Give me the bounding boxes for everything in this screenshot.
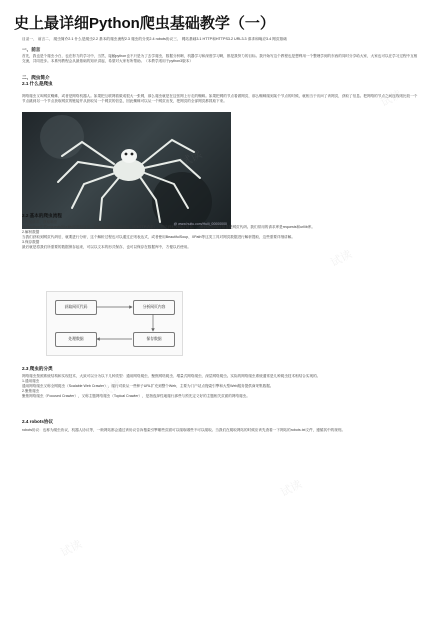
section-text-intro: 首先，我也是个爬虫小白，也在努力的学习中，当然，接触python也不只是为了去学爬虫，数据分析啊，机器学习和深度学习啊，都是我努力的目标。我开始写这个教程也是想利用一个整理学到的东西的同时分享给大家，大家也可以在学习过程中互相交流，共同进步。本系列教程会从最基础的知识讲起，希望对大家有所帮助。（本教学适用于python3版本） [22,54,418,64]
diagram-node-process: 处理数据 [55,332,97,347]
table-of-contents: 目录一、 前言二、 爬虫简介2.1 什么是爬虫2.2 基本的爬虫流程2.3 爬虫的分类2.4 robots协议三、 网站基础3.1 HTTP和HTTPS3.2 URL3.3 请求和响应3.4 网页基础 [22,37,287,41]
subsection-heading-crawler-types: 2.3 爬虫的分类 [22,366,53,371]
watermark: 试读 [328,248,354,270]
diagram-node-analyze: 分析网页内容 [133,300,175,315]
watermark: 试读 [98,378,124,400]
diagram-arrows [47,292,182,355]
watermark: 试读 [58,538,84,560]
watermark: 试读 [278,478,304,500]
crawler-definition-text: 网络爬虫又叫网页蜘蛛，或者是网络机器人。如果把互联网看做成很大一张网，那么爬虫就是在这张网上行走的蜘蛛。如果把网的节点看做网页，那么蜘蛛爬到某个节点的时候，就相当于访问了该网页，获取了信息。把网络的节点之间连线则比较一个节点跳到另一个节点获取网页的链接并从获取另一个网页的信息，因此蜘蛛可以从一个网页出发，把网页的全部网页都抓取下来。 [22,94,418,104]
subsection-heading-robots: 2.4 robots协议 [22,419,54,424]
spider-image [22,112,231,229]
watermark: 试读 [378,88,404,110]
diagram-node-fetch: 获取网页代码 [55,300,97,315]
subsection-text-crawler-types: 网络爬虫按照系统结构和实现技术，大致可以分为以下几种类型：通用网络爬虫、聚焦网络爬虫、增量式网络爬虫、深层网络爬虫。实际的网络爬虫系统通常是几种爬虫技术相结合实现的。 1.通用爬虫 通用网络爬虫又称全网爬虫（Scalable Web Crawler），爬行对象从一些种子URL扩充到整个Web，主要为门户站点搜索引擎和大型Web服务提供商采集数据。 2.聚焦爬虫 聚焦网络爬虫（Focused Crawler），又称主题网络爬虫（Topical Crawler），是指选择性地爬行那些与预先定义好的主题相关页面的网络爬虫。 [22,374,321,399]
section-heading-crawler-intro: 二、爬虫简介 [22,75,50,80]
section-heading-intro: 一、前言 [22,47,41,52]
subsection-heading-basic-flow: 2.2 基本的爬虫流程 [22,213,62,218]
crawler-flow-diagram [46,291,183,356]
subsection-text-basic-flow: 1.发起请求、获取响应 使用python中的requests和urllib库发起请求，获取服务器返回的响应（即HTTP请求），然后获取到响应信息，一般获取的响应信息是网页代码。我们常用的请求库是requests和urllib库。 2.解析数据 当我们获取到网页代码后，就要进行分析，这个解析过程也可以通过正则表达式，或者使用BeautifulSoup、XPath等这类工具对网页数据进行解析提取，这些需要详细讲解。 3.保存数据 最后就是将我们所需要的数据保存起来，可以以文本的形式保存，也可以保存在数据库中，方便以后使用。 [22,220,315,250]
spider-illustration [22,112,231,229]
subsection-heading-what-is-crawler: 2.1 什么是爬虫 [22,81,53,86]
page-title: 史上最详细Python爬虫基础教学（一） [14,15,275,32]
subsection-text-robots: robots协议：也称为爬虫协议，机器人协议等，一般网站都会通过该协议告诉搜索引擎哪些页面可以爬取哪些不可以爬取。当我们在爬取网站的时候应该先查看一下网站的robots.txt文件，遵循其中的规则。 [22,428,346,432]
image-caption: @ www.huitu.com/Huili_00000000 [173,222,227,226]
diagram-node-save: 保存数据 [133,332,175,347]
